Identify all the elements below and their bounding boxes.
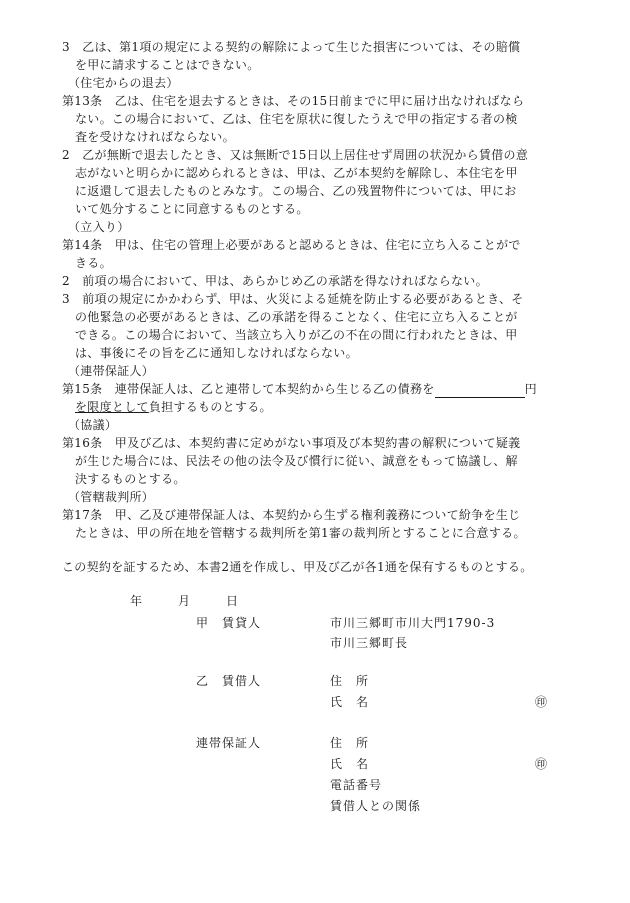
yen-unit: 円: [524, 382, 537, 396]
article-16-line1: 第16条 甲及び乙は、本契約書に定めがない事項及び本契約書の解釈について疑義: [62, 436, 521, 450]
article-14-line1: 第14条 甲は、住宅の管理上必要があると認めるときは、住宅に立ち入ることがで: [62, 238, 521, 252]
guarantor-address-label: 住 所: [330, 736, 370, 750]
article-13-item2-line1: 2 乙が無断で退去したとき、又は無断で15日以上居住せず周囲の状況から賃借の意: [62, 148, 529, 162]
article-16-line3: 決するものとする。: [75, 472, 186, 486]
article-14-item3-line4: は、事後にその旨を乙に通知しなければならない。: [75, 346, 358, 360]
article-15-line1: [62, 380, 537, 398]
article-17-heading: （管轄裁判所）: [68, 490, 155, 504]
lessor-role: 賃貸人: [222, 616, 262, 630]
article-13-line3: 査を受けなければならない。: [75, 130, 235, 144]
article-14-heading: （立入り）: [68, 220, 130, 234]
date-year: 年: [130, 594, 144, 608]
lessor-name: 市川三郷町長: [330, 636, 409, 650]
article-17-line2: たときは、甲の所在地を管轄する裁判所を第1審の裁判所とすることに合意する。: [75, 526, 526, 540]
guarantor-name-label: 氏 名: [330, 757, 370, 771]
article-17-line1: 第17条 甲、乙及び連帯保証人は、本契約から生ずる権利義務について紛争を生じ: [62, 508, 521, 522]
article-15-text: 第15条 連帯保証人は、乙と連帯して本契約から生じる乙の債務を: [62, 382, 435, 396]
guarantor-role: 連帯保証人: [196, 736, 262, 750]
article-12-item3-line1: 3 乙は、第1項の規定による契約の解除によって生じた損害については、その賠償: [62, 40, 521, 54]
closing-statement: この契約を証するため、本書2通を作成し、甲及び乙が各1通を保有するものとする。: [62, 560, 533, 574]
article-14-item3-line1: 3 前項の規定にかかわらず、甲は、火災による延焼を防止する必要があるとき、そ: [62, 292, 524, 306]
lessor-party: 甲: [196, 616, 210, 630]
lessor-address: 市川三郷町市川大門1790-3: [330, 616, 496, 630]
article-14-item3-line2: の他緊急の必要があるときは、乙の承諾を得ることなく、住宅に立ち入ることが: [75, 310, 518, 324]
article-15-heading: （連帯保証人）: [68, 364, 155, 378]
article-14-item3-line3: できる。この場合において、当該立ち入りが乙の不在の間に行われたときは、甲: [75, 328, 518, 342]
article-13-item2-line2: 志がないと明らかに認められるときは、甲は、乙が本契約を解除し、本住宅を甲: [75, 166, 518, 180]
lessee-name-label: 氏 名: [330, 695, 370, 709]
date-day: 日: [226, 594, 240, 608]
article-16-line2: が生じた場合には、民法その他の法令及び慣行に従い、誠意をもって協議し、解: [75, 454, 518, 468]
article-13-heading: （住宅からの退去）: [68, 76, 179, 90]
article-13-line1: 第13条 乙は、住宅を退去するときは、その15日前までに甲に届け出なければなら: [62, 94, 525, 108]
article-13-line2: ない。この場合において、乙は、住宅を原状に復したうえで甲の指定する者の検: [75, 112, 518, 126]
article-14-item2-line1: 2 前項の場合において、甲は、あらかじめ乙の承諾を得なければならない。: [62, 274, 488, 288]
lessee-address-label: 住 所: [330, 674, 370, 688]
guarantor-seal-mark: ㊞: [535, 757, 549, 771]
guarantor-phone-label: 電話番号: [330, 778, 383, 792]
article-14-line2: きる。: [75, 256, 112, 270]
article-12-item3-line2: を甲に請求することはできない。: [75, 58, 260, 72]
article-16-heading: （協議）: [68, 418, 118, 432]
lessee-seal-mark: ㊞: [535, 695, 549, 709]
article-15-rest-text: 負担するものとする。: [148, 400, 272, 414]
article-13-item2-line4: いて処分することに同意するものとする。: [75, 202, 309, 216]
article-15-limit-text: を限度として: [75, 400, 149, 414]
amount-blank: [435, 385, 525, 398]
date-month: 月: [178, 594, 192, 608]
lessee-party: 乙: [196, 674, 210, 688]
article-15-line2: [75, 398, 272, 416]
article-13-item2-line3: に返還して退去したものとみなす。この場合、乙の残置物件については、甲にお: [75, 184, 517, 198]
guarantor-relation-label: 賃借人との関係: [330, 799, 422, 813]
lessee-role: 賃借人: [222, 674, 262, 688]
